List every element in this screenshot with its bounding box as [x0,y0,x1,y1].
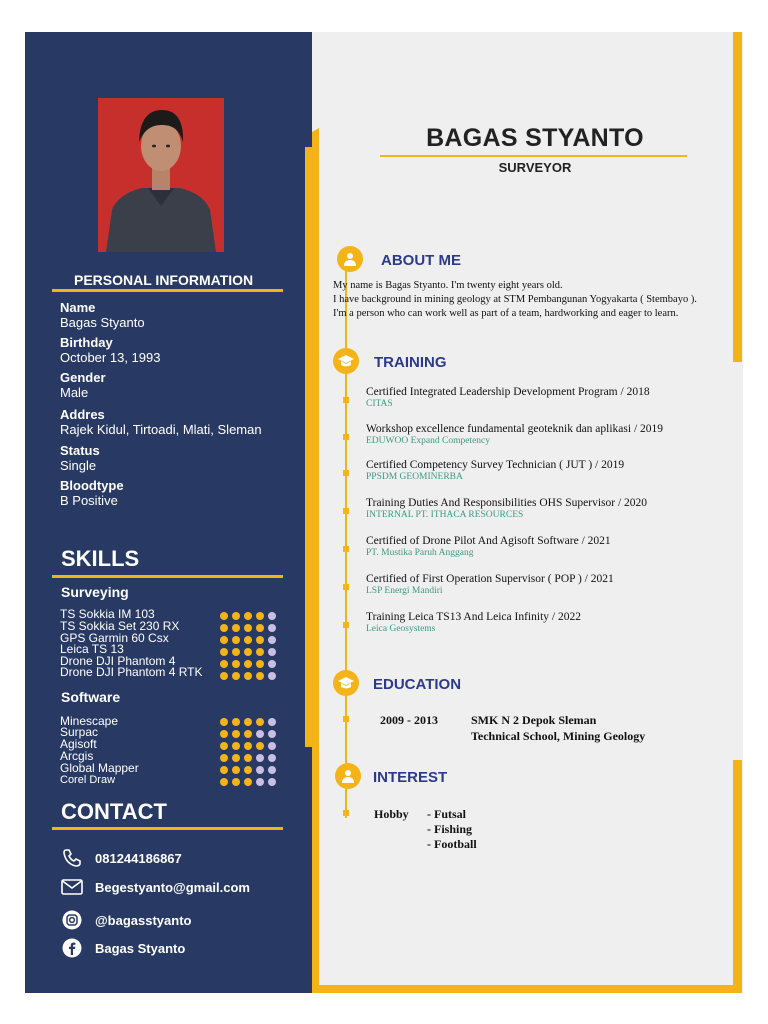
rating-dot [268,672,276,680]
skills-heading: SKILLS [61,546,140,571]
status-label: Status [60,443,100,458]
skill-item: Surpac [60,725,99,739]
hobby-item: - Football [427,837,477,851]
skill-item: Global Mapper [60,761,139,775]
skill-item: Drone DJI Phantom 4 RTK [60,665,203,679]
full-name-title: BAGAS STYANTO [426,124,644,152]
rating-dot [220,718,228,726]
rating-dot [256,766,264,774]
timeline-marker [343,546,349,552]
timeline-marker [343,434,349,440]
rating-dot [268,660,276,668]
birthday-value: October 13, 1993 [60,350,161,365]
timeline-marker [343,622,349,628]
address-label: Addres [60,407,105,422]
rating-dot [256,778,264,786]
rating-dot [256,730,264,738]
about-heading: ABOUT ME [381,252,461,269]
instagram-value: @bagasstyanto [95,912,192,928]
accent-bar-bottom [312,985,742,993]
training-title: Training Leica TS13 And Leica Infinity / 2022 [366,611,581,623]
rating-dot [256,612,264,620]
bloodtype-label: Bloodtype [60,478,124,493]
rating-dot [268,766,276,774]
graduation-cap-icon [333,348,359,374]
job-title: SURVEYOR [498,160,572,175]
instagram-icon [60,909,84,931]
name-value: Bagas Styanto [60,315,145,330]
rating-dot [232,730,240,738]
timeline-marker [343,470,349,476]
training-heading: TRAINING [374,354,447,371]
rating-dot [244,766,252,774]
rating-dot [232,660,240,668]
education-period: 2009 - 2013 [380,713,438,727]
accent-bar-right-bottom [733,760,742,993]
phone-value: 081244186867 [95,850,182,866]
rating-dot [232,636,240,644]
rating-dot [244,754,252,762]
bloodtype-value: B Positive [60,493,118,508]
training-title: Certified of First Operation Supervisor ( POP ) / 2021 [366,573,614,585]
rating-dot [220,754,228,762]
skill-item: TS Sokkia Set 230 RX [60,619,180,633]
rating-dot [220,624,228,632]
education-heading: EDUCATION [373,676,462,693]
skill-item: Drone DJI Phantom 4 [60,654,176,668]
rating-dot [256,660,264,668]
contact-facebook[interactable] [60,937,185,959]
rating-dot [256,636,264,644]
accent-bar-left [305,147,319,747]
training-org: CITAS [366,399,393,409]
contact-heading: CONTACT [61,799,167,824]
rating-dot [244,624,252,632]
about-line: I'm a person who can work well as part of a team, hardworking and eager to learn. [333,308,679,319]
rating-dot [220,612,228,620]
training-title: Certified Integrated Leadership Development Program / 2018 [366,386,650,398]
education-cap-icon [333,670,359,696]
profile-photo [98,98,224,252]
skills-rule [52,575,283,578]
rating-dot [244,672,252,680]
about-line: I have background in mining geology at STM Pembangunan Yogyakarta ( Stembayo ). [333,294,697,305]
rating-dot [232,648,240,656]
timeline-marker [343,810,349,816]
facebook-value: Bagas Styanto [95,940,186,956]
rating-dot [232,612,240,620]
rating-dot [232,766,240,774]
skill-item: Corel Draw [60,774,116,786]
rating-dot [268,636,276,644]
skill-item: Arcgis [60,749,94,763]
timeline-marker [343,508,349,514]
rating-dot [268,730,276,738]
rating-dot [268,624,276,632]
facebook-icon [60,937,84,959]
mail-icon [60,876,84,898]
rating-dot [220,672,228,680]
rating-dot [256,648,264,656]
training-title: Certified Competency Survey Technician ( JUT ) / 2019 [366,459,625,471]
training-org: Leica Geosystems [366,624,436,634]
skill-item: Minescape [60,714,119,728]
personal-info-heading: PERSONAL INFORMATION [74,272,254,288]
skill-item: TS Sokkia IM 103 [60,607,155,621]
birthday-label: Birthday [60,335,113,350]
gender-label: Gender [60,370,106,385]
accent-bar-right-top [733,32,742,362]
rating-dot [244,718,252,726]
rating-dot [244,636,252,644]
rating-dot [256,624,264,632]
rating-dot [244,648,252,656]
hobby-item: - Fishing [427,822,473,836]
training-org: INTERNAL PT. ITHACA RESOURCES [366,510,524,520]
surveying-heading: Surveying [61,584,129,600]
contact-email[interactable] [60,876,250,898]
rating-dot [256,672,264,680]
rating-dot [268,778,276,786]
training-org: PT. Mustika Paruh Anggang [366,548,474,558]
rating-dot [232,778,240,786]
rating-dot [232,624,240,632]
rating-dot [220,730,228,738]
contact-phone[interactable] [60,847,182,869]
contact-rule [52,827,283,830]
skill-item: Leica TS 13 [60,642,124,656]
rating-dot [244,730,252,738]
rating-dot [244,612,252,620]
training-org: PPSDM GEOMINERBA [366,472,463,482]
rating-dot [232,672,240,680]
rating-dot [256,718,264,726]
contact-instagram[interactable] [60,909,191,931]
rating-dot [256,742,264,750]
hobby-label: Hobby [374,807,409,821]
rating-dot [232,742,240,750]
personal-info-rule [52,289,283,292]
education-major: Technical School, Mining Geology [471,729,646,743]
rating-dot [268,718,276,726]
rating-dot [220,778,228,786]
email-value: Begestyanto@gmail.com [95,879,250,895]
phone-icon [60,847,84,869]
rating-dot [220,766,228,774]
rating-dot [244,742,252,750]
rating-dot [232,718,240,726]
hobby-item: - Futsal [427,807,466,821]
rating-dot [244,660,252,668]
rating-dot [268,612,276,620]
rating-dot [268,754,276,762]
status-value: Single [60,458,97,473]
rating-dot [220,742,228,750]
software-heading: Software [61,689,121,705]
about-line: My name is Bagas Styanto. I'm twenty eight years old. [333,280,563,291]
address-value: Rajek Kidul, Tirtoadi, Mlati, Sleman [60,422,262,437]
name-label: Name [60,300,96,315]
rating-dot [220,648,228,656]
training-title: Training Duties And Responsibilities OHS Supervisor / 2020 [366,497,648,509]
interest-icon [335,763,361,789]
rating-dot [268,742,276,750]
rating-dot [256,754,264,762]
skill-item: Agisoft [60,737,97,751]
title-rule [380,155,687,157]
about-icon [337,246,363,272]
rating-dot [220,660,228,668]
training-title: Certified of Drone Pilot And Agisoft Software / 2021 [366,535,611,547]
education-school: SMK N 2 Depok Sleman [471,713,597,727]
interest-heading: INTEREST [373,769,448,786]
rating-dot [244,778,252,786]
training-org: EDUWOO Expand Competency [366,436,490,446]
skill-item: GPS Garmin 60 Csx [60,631,169,645]
training-org: LSP Energi Mandiri [366,586,443,596]
timeline-marker [343,397,349,403]
timeline-marker [343,716,349,722]
rating-dot [220,636,228,644]
rating-dot [232,754,240,762]
training-title: Workshop excellence fundamental geoteknik dan aplikasi / 2019 [366,423,664,435]
timeline-marker [343,584,349,590]
gender-value: Male [60,385,89,400]
rating-dot [268,648,276,656]
